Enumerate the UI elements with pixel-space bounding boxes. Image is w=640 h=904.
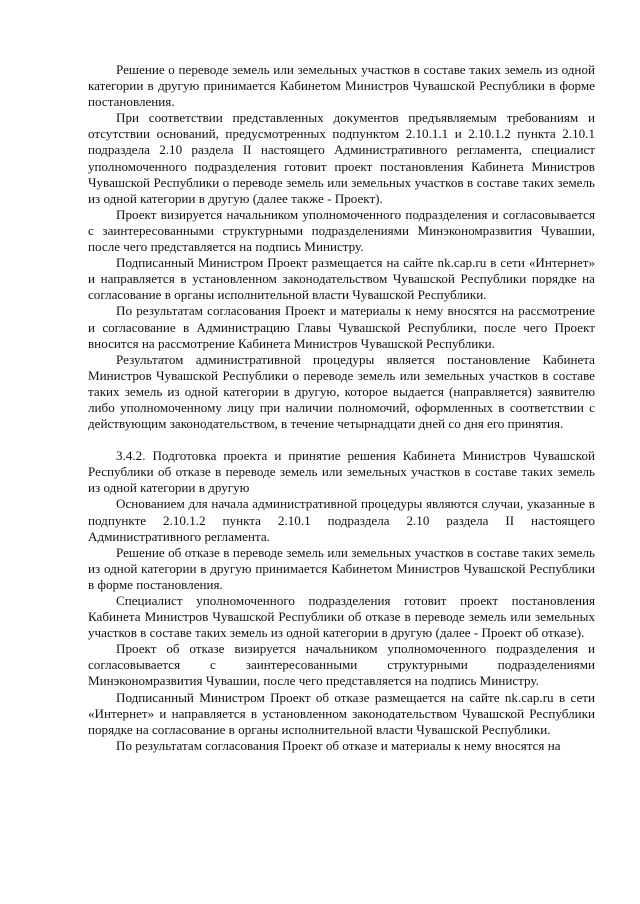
paragraph-project-consideration: По результатам согласования Проект и материалы к нему вносятся на рассмотрение и согласование в Администрацию Главы Чувашской Республики, после чего Проект вносится на рассмотрение Кабинета Министров Чувашской Республики. [88, 303, 595, 351]
paragraph-refusal-project-publication: Подписанный Министром Проект об отказе размещается на сайте nk.cap.ru в сети «Интернет» и направляется в установленном законодательством Чувашской Республики порядке на согласование в органы исполнительной власти Чувашской Республики. [88, 689, 595, 737]
paragraph-project-approval: Проект визируется начальником уполномоченного подразделения и согласовывается с заинтересованными структурными подразделениями Минэкономразвития Чувашии, после чего представляется на подпись Министру. [88, 206, 595, 255]
paragraph-refusal-project-preparation: Специалист уполномоченного подразделения готовит проект постановления Кабинета Министров Чувашской Республики об отказе в переводе земель или земельных участков в составе таких земель из одной категории в другую (далее - Проект об отказе). [88, 593, 595, 641]
paragraph-refusal-grounds: Основанием для начала административной процедуры являются случаи, указанные в подпункте 2.10.1.2 пункта 2.10.1 подраздела 2.10 раздела II настоящего Административного регламента. [88, 496, 595, 544]
paragraph-project-publication: Подписанный Министром Проект размещается на сайте nk.cap.ru в сети «Интернет» и направляется в установленном законодательством Чувашской Республики порядке на согласование в органы исполнительной власти Чувашской Республики. [88, 255, 595, 303]
document-page [88, 62, 595, 754]
paragraph-decision-form: Решение о переводе земель или земельных участков в составе таких земель из одной категории в другую принимается Кабинетом Министров Чувашской Республики в форме постановления. [88, 62, 595, 110]
paragraph-refusal-decision-form: Решение об отказе в переводе земель или земельных участков в составе таких земель из одной категории в другую принимается Кабинетом Министров Чувашской Республики в форме постановления. [88, 544, 595, 592]
section-heading-3-4-2: 3.4.2. Подготовка проекта и принятие решения Кабинета Министров Чувашской Республики об отказе в переводе земель или земельных участков в составе таких земель из одной категории в другую [88, 448, 595, 496]
paragraph-refusal-project-consideration: По результатам согласования Проект об отказе и материалы к нему вносятся на [116, 737, 561, 753]
paragraph-project-preparation: При соответствии представленных документов предъявляемым требованиям и отсутствии оснований, предусмотренных подпунктом 2.10.1.1 и 2.10.1.2 пункта 2.10.1 подраздела 2.10 раздела II настоящего Административного регламента, специалист уполномоченного подразделения готовит проект постановления Кабинета Министров Чувашской Республики о переводе земель или земельных участков в составе таких земель из одной категории в другую (далее также - Проект). [88, 110, 595, 206]
paragraph-refusal-project-approval: Проект об отказе визируется начальником уполномоченного подразделения и согласовывается с заинтересованными структурными подразделениями Минэкономразвития Чувашии, после чего представляется на подпись Министру. [88, 641, 595, 689]
paragraph-procedure-result: Результатом административной процедуры является постановление Кабинета Министров Чувашской Республики о переводе земель или земельных участков в составе таких земель из одной категории в другую, которое выдается (направляется) заявителю либо уполномоченному лицу при наличии полномочий, оформленных в соответствии с действующим законодательством, в течение четырнадцати дней со дня его принятия. [88, 351, 595, 432]
